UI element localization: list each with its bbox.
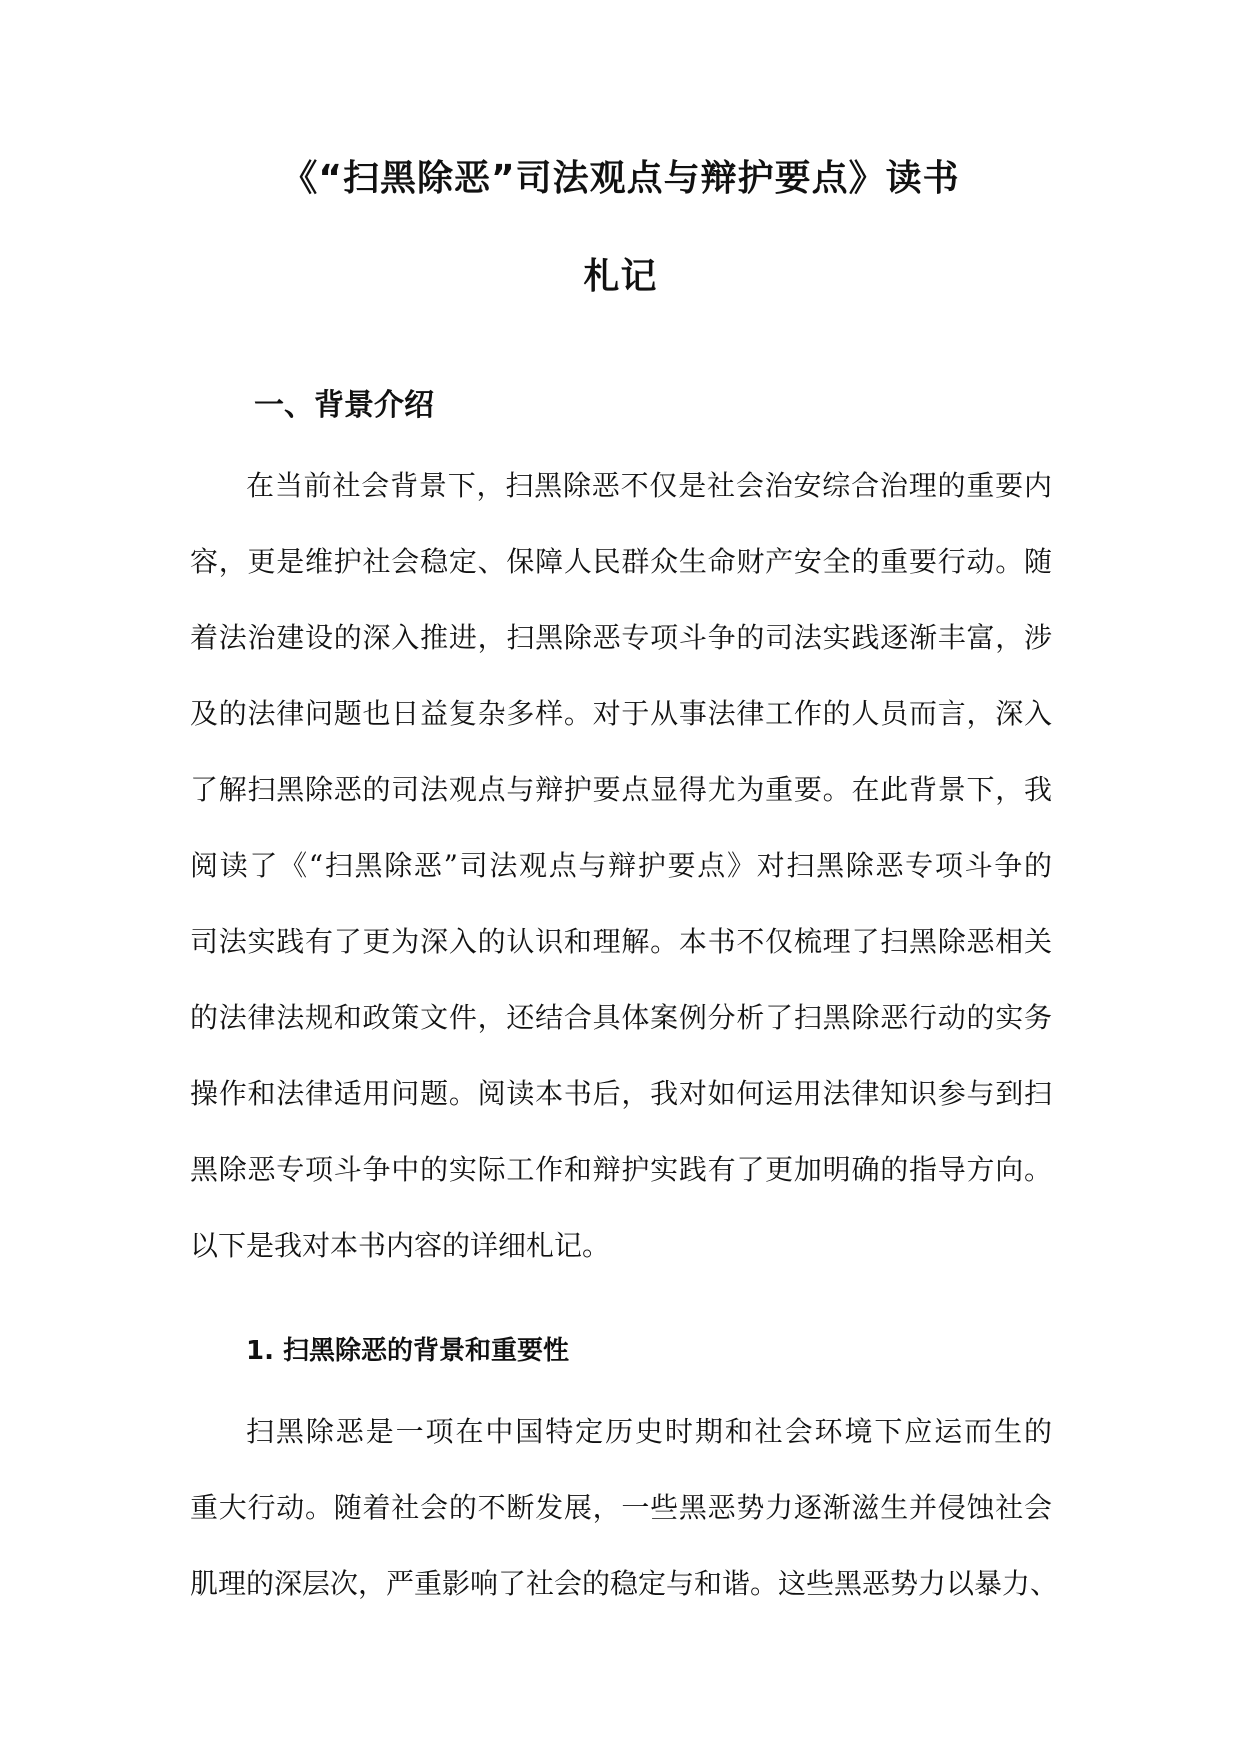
paragraph-line: 司法实践有了更为深入的认识和理解。本书不仅梳理了扫黑除恶相关: [190, 925, 1052, 958]
paragraph-line: 了解扫黑除恶的司法观点与辩护要点显得尤为重要。在此背景下，我: [190, 773, 1052, 806]
paragraph-line: 黑除恶专项斗争中的实际工作和辩护实践有了更加明确的指导方向。: [190, 1153, 1052, 1186]
paragraph-line: 重大行动。随着社会的不断发展，一些黑恶势力逐渐滋生并侵蚀社会: [190, 1491, 1052, 1524]
paragraph-line: 的法律法规和政策文件，还结合具体案例分析了扫黑除恶行动的实务: [190, 1001, 1052, 1034]
paragraph-line: 扫黑除恶是一项在中国特定历史时期和社会环境下应运而生的: [246, 1415, 1052, 1448]
paragraph-line: 在当前社会背景下，扫黑除恶不仅是社会治安综合治理的重要内: [246, 469, 1052, 502]
paragraph-line: 着法治建设的深入推进，扫黑除恶专项斗争的司法实践逐渐丰富，涉: [190, 621, 1052, 654]
document-title-line-1: 《“扫黑除恶”司法观点与辩护要点》读书: [281, 158, 960, 199]
section-heading-background: 一、背景介绍: [254, 388, 434, 423]
paragraph-line: 容，更是维护社会稳定、保障人民群众生命财产安全的重要行动。随: [190, 545, 1052, 578]
paragraph-line: 肌理的深层次，严重影响了社会的稳定与和谐。这些黑恶势力以暴力、: [190, 1567, 1059, 1600]
paragraph-line: 阅读了《“扫黑除恶”司法观点与辩护要点》对扫黑除恶专项斗争的: [190, 849, 1052, 882]
paragraph-line: 操作和法律适用问题。阅读本书后，我对如何运用法律知识参与到扫: [190, 1077, 1052, 1110]
paragraph-line: 及的法律问题也日益复杂多样。对于从事法律工作的人员而言，深入: [190, 697, 1052, 730]
document-title-line-2: 札记: [583, 256, 658, 297]
subsection-heading-background-importance: 1. 扫黑除恶的背景和重要性: [246, 1336, 570, 1366]
paragraph-line: 以下是我对本书内容的详细札记。: [190, 1229, 611, 1262]
